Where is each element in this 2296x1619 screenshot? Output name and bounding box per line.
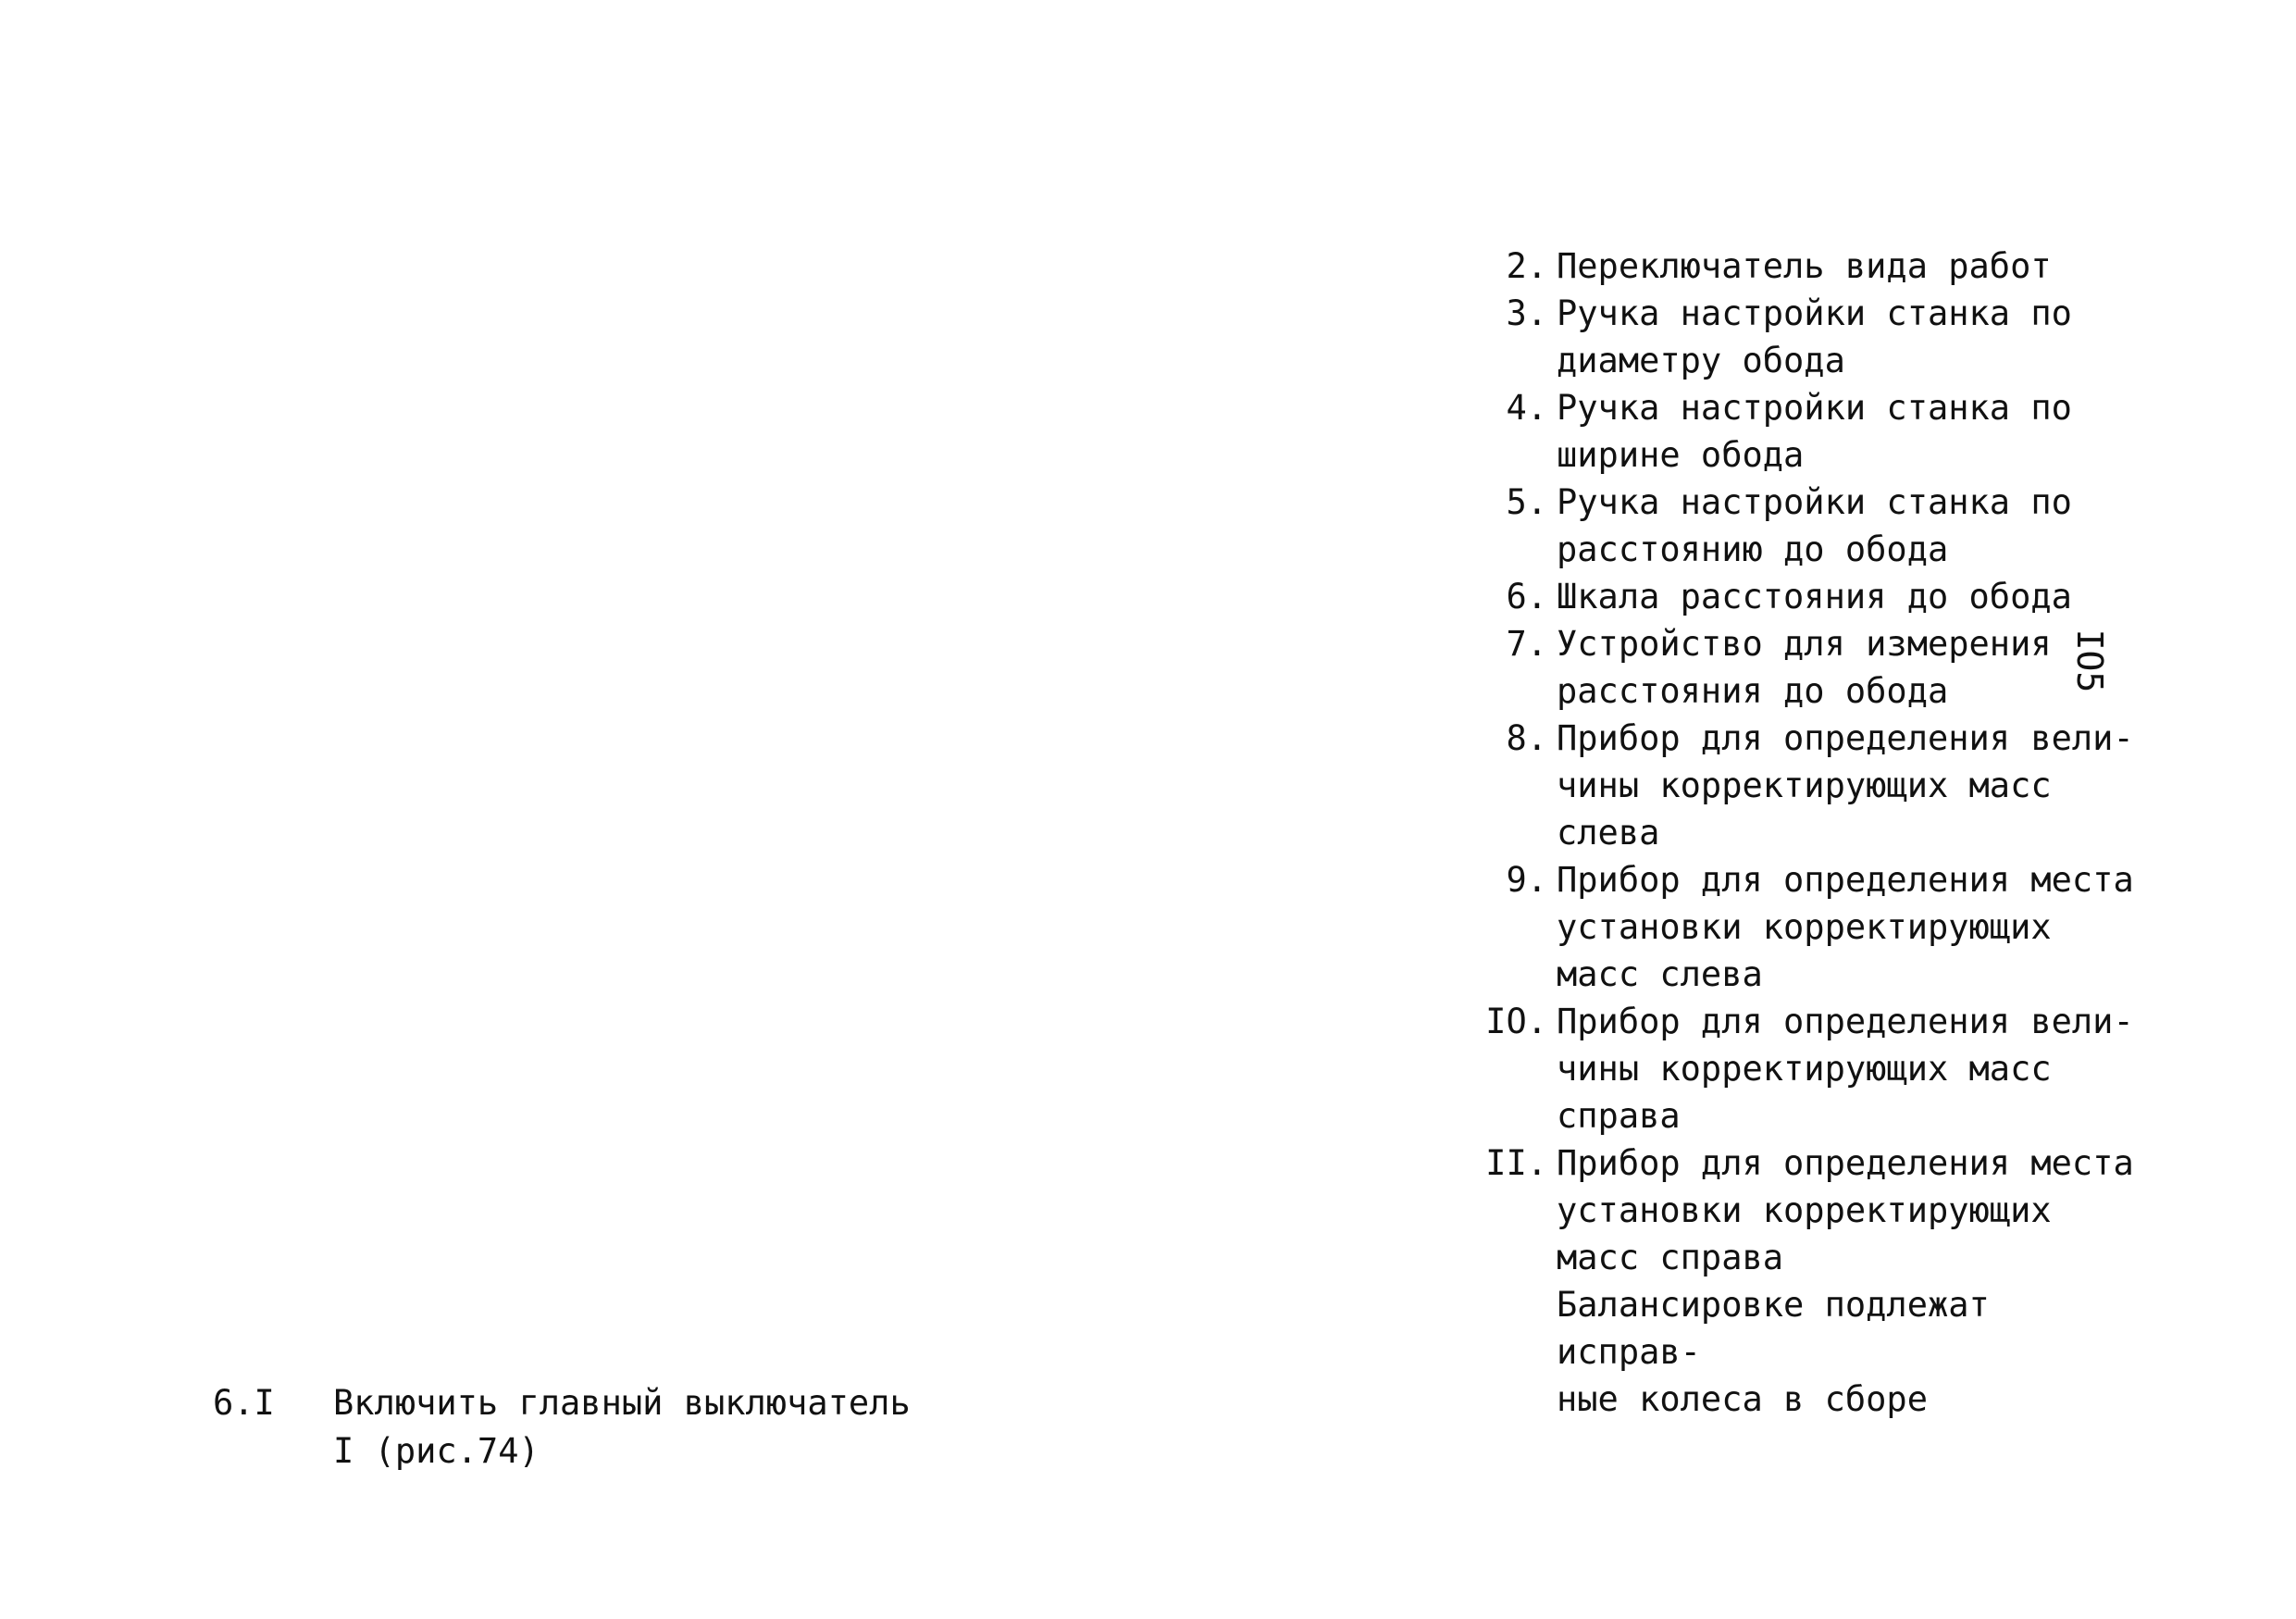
legend-item-10: [1471, 998, 2138, 1140]
legend-item-text: Прибор для определения места установки корректирующих масс слева: [1557, 860, 2134, 994]
legend-item-11: [1471, 1140, 2138, 1281]
legend-item-number: IO.: [1485, 1002, 1547, 1041]
legend-item-5: [1471, 479, 2138, 573]
legend-item-number: 5.: [1506, 482, 1547, 522]
legend-item-text: Шкала расстояния до обода: [1557, 577, 2072, 616]
step-number: 6.I: [213, 1383, 275, 1423]
legend-item-3: [1471, 290, 2138, 384]
legend-note: Балансировке подлежат исправ- ные колеса в сборе: [1557, 1285, 1990, 1419]
legend-item-number: 9.: [1506, 860, 1547, 900]
legend-item-text: Прибор для определения места установки корректирующих масс справа: [1557, 1143, 2134, 1277]
legend-item-text: Ручка настройки станка по ширине обода: [1557, 388, 2072, 475]
legend-item-text: Ручка настройки станка по расстоянию до обода: [1557, 482, 2072, 569]
legend-item-text: Прибор для определения вели- чины корректирующих масс справа: [1557, 1002, 2134, 1136]
legend-item-number: 8.: [1506, 718, 1547, 758]
legend-item-2: [1471, 243, 2138, 290]
legend-item-4: [1471, 384, 2138, 479]
legend-item-6: [1471, 573, 2138, 620]
legend-item-number: 4.: [1506, 388, 1547, 428]
legend-item-9: [1471, 856, 2138, 998]
figure-legend: [1471, 243, 2138, 1423]
legend-item-text: Устройство для измерения расстояния до обода: [1557, 624, 2052, 711]
legend-item-number: 6.: [1506, 577, 1547, 616]
legend-item-8: [1471, 715, 2138, 856]
legend-item-number: II.: [1485, 1143, 1547, 1183]
legend-item-number: 2.: [1506, 246, 1547, 286]
instruction-step: [213, 1379, 1046, 1476]
legend-item-text: Прибор для определения вели- чины корректирующих масс слева: [1557, 718, 2134, 853]
legend-item-text: Переключатель вида работ: [1557, 246, 2052, 286]
legend-item-text: Ручка настройки станка по диаметру обода: [1557, 293, 2072, 380]
page-number: IO5: [2069, 629, 2110, 693]
legend-item-number: 7.: [1506, 624, 1547, 664]
legend-item-7: [1471, 620, 2138, 715]
legend-item-number: 3.: [1506, 293, 1547, 333]
step-text: Включить главный выключатель I (рис.74): [333, 1383, 911, 1471]
